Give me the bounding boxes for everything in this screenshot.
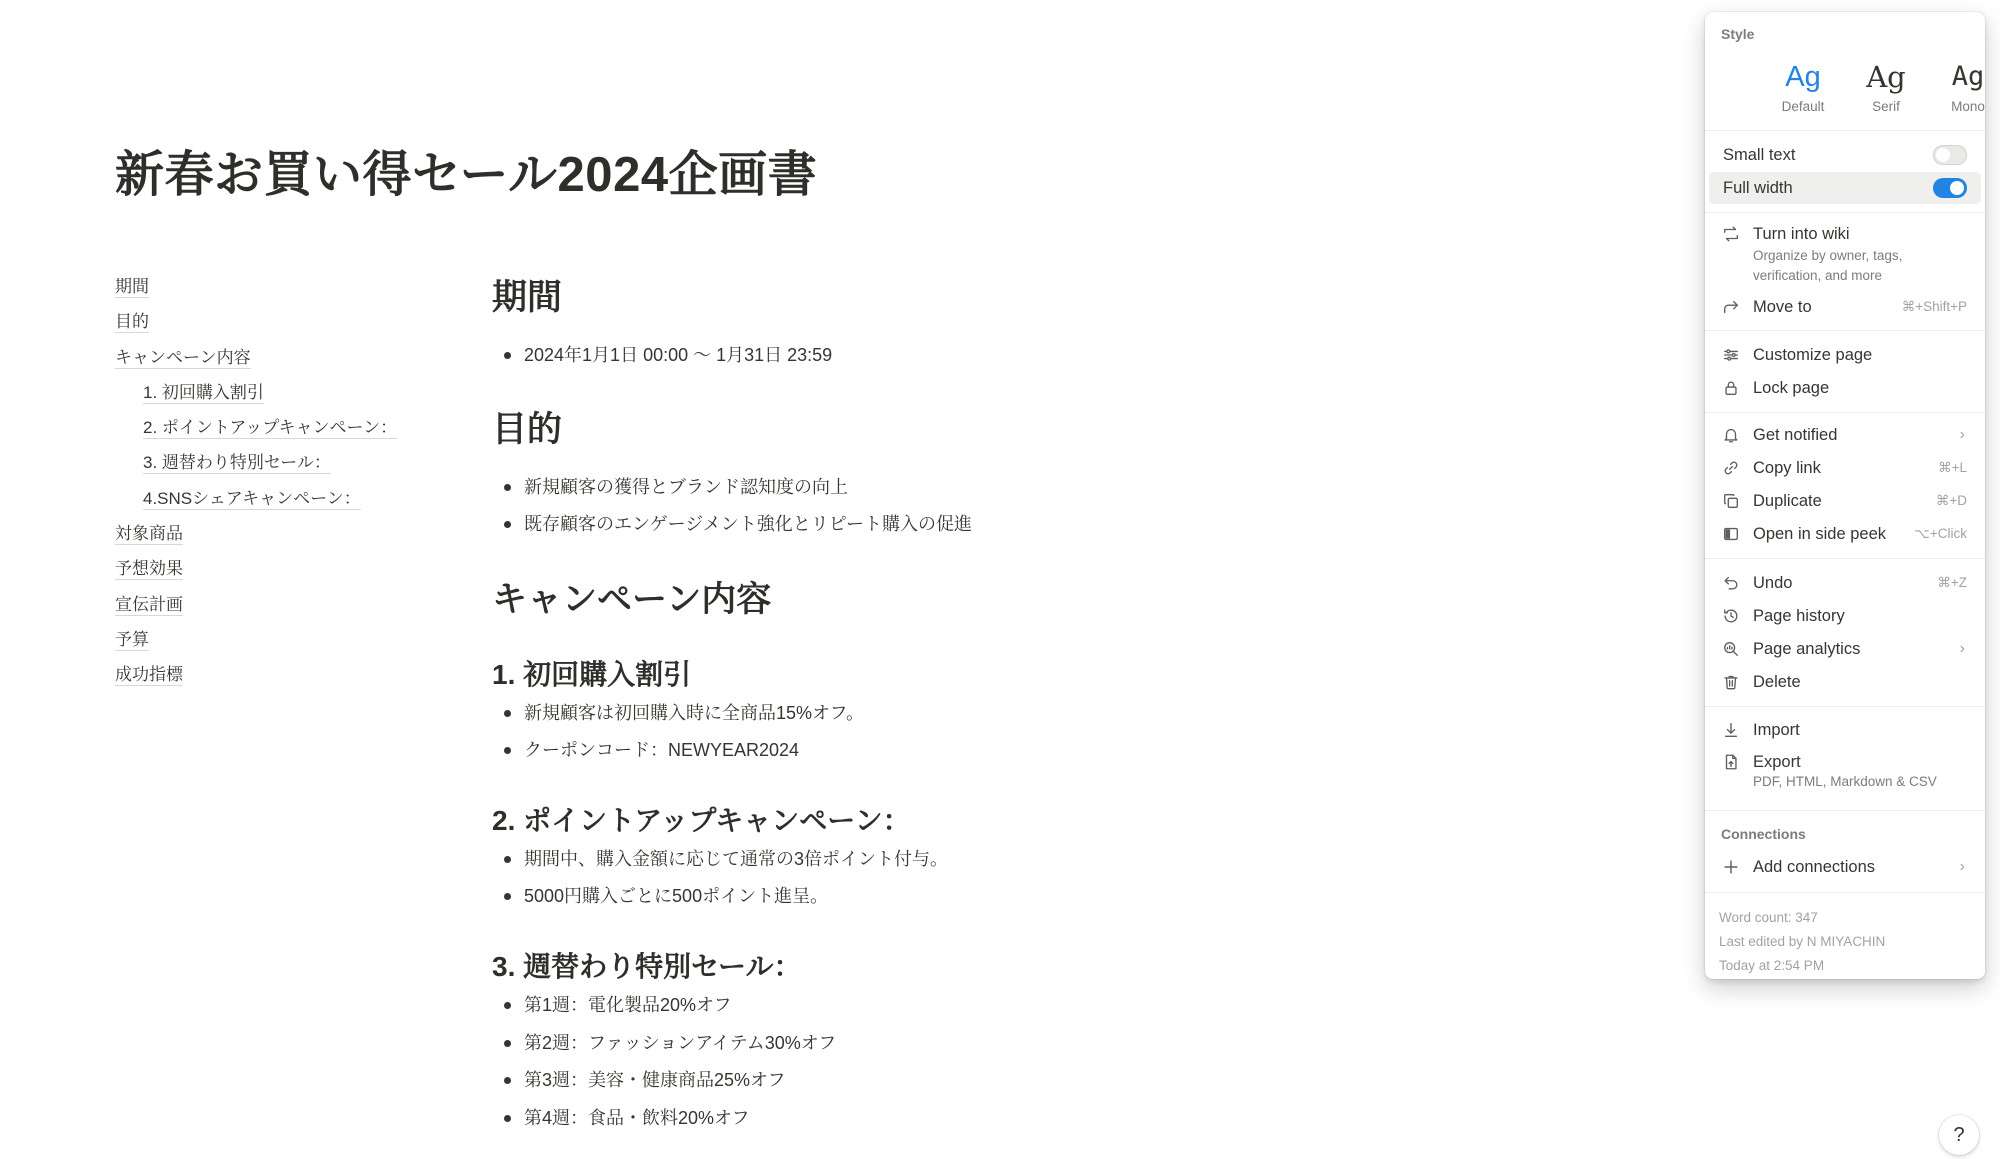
style-glyph: Ag xyxy=(1951,61,1985,92)
page-analytics-item[interactable] xyxy=(1709,633,1981,665)
toc-item-promotion-plan[interactable]: 宣伝計画 xyxy=(115,594,183,614)
heading-campaign[interactable]: キャンペーン内容 xyxy=(492,580,772,619)
add-connections-item[interactable] xyxy=(1709,851,1981,883)
move-to-shortcut: ⌘+Shift+P xyxy=(1901,299,1967,314)
export-label: Export xyxy=(1753,752,1801,771)
heading-first-purchase[interactable]: 1. 初回購入割引 xyxy=(492,659,692,690)
toc-item-purpose[interactable]: 目的 xyxy=(115,312,149,332)
chevron-right-icon: › xyxy=(1959,640,1965,657)
trash-icon xyxy=(1721,672,1741,692)
list-item[interactable]: 既存顧客のエンゲージメント強化とリピート購入の促進 xyxy=(492,509,972,539)
list-item[interactable]: 5000円購入ごとに500ポイント進呈。 xyxy=(492,881,828,911)
page-analytics-label: Page analytics xyxy=(1753,639,1861,658)
list-item[interactable]: 第2週：ファッションアイテム30%オフ xyxy=(492,1028,836,1058)
undo-icon xyxy=(1721,573,1741,593)
full-width-toggle[interactable] xyxy=(1933,178,1967,198)
page-options-menu xyxy=(1705,12,1985,979)
analytics-magnifier-icon xyxy=(1721,639,1741,659)
open-side-peek-item[interactable] xyxy=(1709,518,1981,550)
page-title[interactable]: 新春お買い得セール2024企画書 xyxy=(115,148,818,202)
style-option-mono[interactable] xyxy=(1927,57,2000,114)
style-option-serif[interactable] xyxy=(1845,57,1927,114)
export-description: PDF, HTML, Markdown & CSV xyxy=(1753,774,1937,789)
list-item[interactable]: 第3週：美容・健康商品25%オフ xyxy=(492,1065,786,1095)
lock-page-label: Lock page xyxy=(1753,378,1830,397)
toc-item-point-up[interactable]: 2. ポイントアップキャンペーン： xyxy=(143,418,398,438)
full-width-toggle-row[interactable] xyxy=(1709,172,1981,204)
toc-item-success-metrics[interactable]: 成功指標 xyxy=(115,665,183,685)
small-text-toggle-row[interactable] xyxy=(1709,139,1981,171)
style-section-label: Style xyxy=(1721,26,1755,42)
page-history-label: Page history xyxy=(1753,606,1845,625)
copy-link-item[interactable] xyxy=(1709,452,1981,484)
toc-item-budget[interactable]: 予算 xyxy=(115,629,149,649)
toc-item-target-products[interactable]: 対象商品 xyxy=(115,524,183,544)
list-item[interactable]: 第1週：電化製品20%オフ xyxy=(492,990,732,1020)
open-side-peek-label: Open in side peek xyxy=(1753,524,1887,543)
list-item[interactable]: 新規顧客の獲得とブランド認知度の向上 xyxy=(492,472,848,502)
toc-item-campaign[interactable]: キャンペーン内容 xyxy=(115,347,251,367)
help-button[interactable]: ? xyxy=(1939,1115,1979,1155)
list-item[interactable]: 新規顧客は初回購入時に全商品15%オフ。 xyxy=(492,698,864,728)
delete-label: Delete xyxy=(1753,672,1801,691)
lock-icon xyxy=(1721,378,1741,398)
style-label: Mono xyxy=(1951,99,1985,114)
last-edited-by: Last edited by N MIYACHIN xyxy=(1719,934,1886,949)
list-item[interactable]: クーポンコード：NEWYEAR2024 xyxy=(492,735,799,765)
heading-point-up[interactable]: 2. ポイントアップキャンペーン： xyxy=(492,805,911,836)
copy-link-shortcut: ⌘+L xyxy=(1938,460,1967,475)
plus-icon xyxy=(1721,857,1741,877)
move-to-label: Move to xyxy=(1753,297,1812,316)
heading-period[interactable]: 期間 xyxy=(492,278,563,317)
full-width-label: Full width xyxy=(1723,178,1793,197)
list-item[interactable]: 期間中、購入金額に応じて通常の3倍ポイント付与。 xyxy=(492,844,948,874)
side-peek-icon xyxy=(1721,524,1741,544)
small-text-label: Small text xyxy=(1723,145,1796,164)
move-to-item[interactable] xyxy=(1709,291,1981,323)
style-label: Default xyxy=(1781,99,1825,114)
toc-item-period[interactable]: 期間 xyxy=(115,277,149,296)
toc-item-sns-share[interactable]: 4.SNSシェアキャンペーン： xyxy=(143,488,361,508)
get-notified-item[interactable] xyxy=(1709,419,1981,451)
lock-page-item[interactable] xyxy=(1709,372,1981,404)
convert-icon xyxy=(1721,224,1741,244)
link-icon xyxy=(1721,458,1741,478)
get-notified-label: Get notified xyxy=(1753,425,1838,444)
chevron-right-icon: › xyxy=(1959,858,1965,875)
style-glyph: Ag xyxy=(1866,60,1906,94)
divider xyxy=(1705,558,1985,559)
duplicate-icon xyxy=(1721,491,1741,511)
divider xyxy=(1705,892,1985,893)
last-edited-time: Today at 2:54 PM xyxy=(1719,958,1825,973)
style-option-default[interactable] xyxy=(1762,57,1844,114)
add-connections-label: Add connections xyxy=(1753,857,1876,876)
import-item[interactable] xyxy=(1709,714,1981,746)
divider xyxy=(1705,810,1985,811)
undo-shortcut: ⌘+Z xyxy=(1937,575,1967,590)
style-label: Serif xyxy=(1872,99,1900,114)
customize-page-label: Customize page xyxy=(1753,345,1873,364)
style-glyph: Ag xyxy=(1785,61,1821,93)
bell-icon xyxy=(1721,425,1741,445)
turn-into-wiki-label: Turn into wiki xyxy=(1753,224,1850,243)
table-of-contents xyxy=(115,273,435,697)
divider xyxy=(1705,212,1985,213)
word-count: Word count: 347 xyxy=(1719,910,1818,925)
duplicate-item[interactable] xyxy=(1709,485,1981,517)
chevron-right-icon: › xyxy=(1959,426,1965,443)
divider xyxy=(1705,706,1985,707)
sliders-icon xyxy=(1721,345,1741,365)
undo-item[interactable] xyxy=(1709,567,1981,599)
toc-item-expected-effect[interactable]: 予想効果 xyxy=(115,559,183,579)
duplicate-label: Duplicate xyxy=(1753,491,1822,510)
toc-item-weekly-sale[interactable]: 3. 週替わり特別セール： xyxy=(143,453,331,473)
page-history-item[interactable] xyxy=(1709,600,1981,632)
divider xyxy=(1705,130,1985,131)
toc-item-first-purchase[interactable]: 1. 初回購入割引 xyxy=(143,382,264,402)
open-side-peek-shortcut: ⌥+Click xyxy=(1914,526,1967,541)
undo-label: Undo xyxy=(1753,573,1793,592)
turn-into-wiki-description: Organize by owner, tags, verification, and more xyxy=(1753,248,1903,283)
import-arrow-icon xyxy=(1721,720,1741,740)
arrow-turn-right-icon xyxy=(1721,297,1741,317)
copy-link-label: Copy link xyxy=(1753,458,1821,477)
divider xyxy=(1705,412,1985,413)
customize-page-item[interactable] xyxy=(1709,339,1981,371)
divider xyxy=(1705,330,1985,331)
connections-section-label: Connections xyxy=(1721,826,1806,842)
heading-weekly-sale[interactable]: 3. 週替わり特別セール： xyxy=(492,951,802,982)
list-item[interactable]: 2024年1月1日 00:00 〜 1月31日 23:59 xyxy=(492,340,832,370)
import-label: Import xyxy=(1753,720,1800,739)
heading-purpose[interactable]: 目的 xyxy=(492,410,563,449)
duplicate-shortcut: ⌘+D xyxy=(1935,493,1967,508)
delete-item[interactable] xyxy=(1709,666,1981,698)
list-item[interactable]: 第4週：食品・飲料20%オフ xyxy=(492,1103,750,1133)
history-clock-icon xyxy=(1721,606,1741,626)
export-file-icon xyxy=(1721,752,1741,772)
small-text-toggle[interactable] xyxy=(1933,145,1967,165)
